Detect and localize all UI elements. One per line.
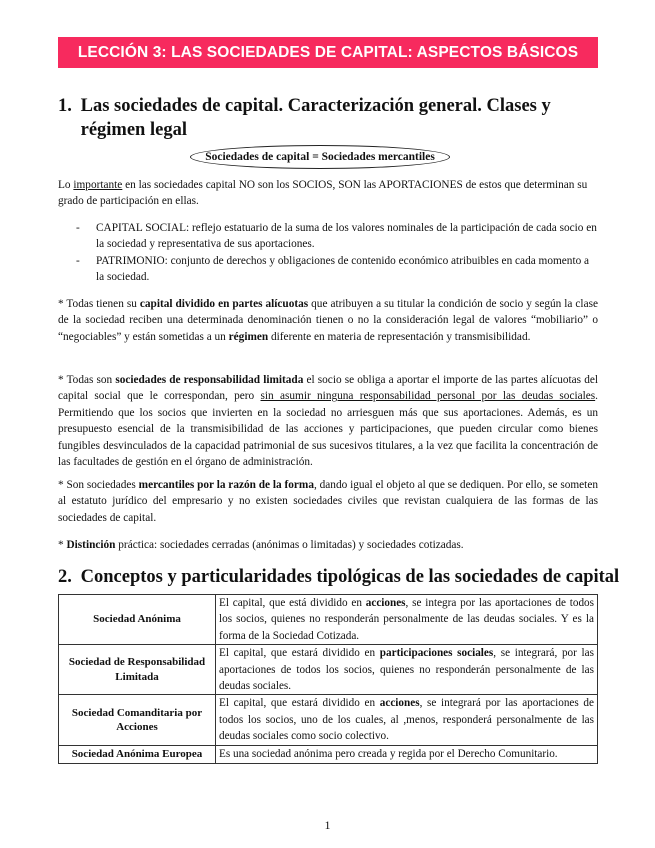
table-value-cell: El capital, que está dividido en acciones, se integra por las aportaciones de todos los socios, quienes no responderán personalmente de las deudas sociales. Y es la forma de la Sociedad Cotizada. — [216, 595, 598, 645]
section-1-title: Las sociedades de capital. Caracterización general. Clases y régimen legal — [80, 96, 551, 140]
table-value-cell: El capital, que estará dividido en participaciones sociales, se integrará, por las aportaciones de todos los socios, quienes no responderán personalmente de las deudas sociales. — [216, 645, 598, 695]
table-key-cell: Sociedad Anónima — [59, 595, 216, 645]
intro-paragraph: Lo importante en las sociedades capital NO son los SOCIOS, SON las APORTACIONES de estos que determinan su grado de participación en ellas. — [58, 179, 588, 208]
underlined-word: importante — [73, 179, 123, 191]
table-row — [59, 595, 598, 645]
table-row — [59, 745, 598, 763]
section-1-heading — [58, 94, 603, 142]
section-2-heading — [58, 565, 619, 589]
section-2-number: 2. — [58, 567, 72, 587]
table-row — [59, 645, 598, 695]
paragraph-responsabilidad-limitada: * Todas son sociedades de responsabilidad limitada el socio se obliga a aportar el importe de las partes alícuotas del capital social que le correspondan, pero sin asumir ninguna responsabilidad personal por las deudas sociales. Permitiendo que los socios que invierten en la sociedad no arriesguen más que sus aportaciones. Además, es un presupuesto esencial de la transmisibilidad de las acciones y participaciones, que pueden circular como bienes fungibles desvinculados de la capacidad patrimonial de sus sucesivos titulares, a la vez que facilita la concentración de las facultades de gestión en el órgano de administración. — [58, 374, 598, 469]
company-types-table — [58, 594, 598, 764]
lesson-title-banner: LECCIÓN 3: LAS SOCIEDADES DE CAPITAL: ASPECTOS BÁSICOS — [58, 37, 598, 68]
paragraph-mercantiles: * Son sociedades mercantiles por la razón de la forma, dando igual el objeto al que se dediquen. Por ello, se someten al estatuto jurídico del empresario y no existen sociedades civiles que revistan cualquiera de las formas de las sociedades de capital. — [58, 479, 598, 524]
table-row — [59, 695, 598, 745]
table-value-cell: El capital, que estará dividido en acciones, se integrará por las aportaciones de todos los socios, uno de los cuales, al ,menos, responderá personalmente de las deudas sociales como socio colectivo. — [216, 695, 598, 745]
equation-oval: Sociedades de capital = Sociedades mercantiles — [190, 145, 450, 169]
paragraph-distincion: * Distinción práctica: sociedades cerradas (anónimas o limitadas) y sociedades cotizadas. — [58, 539, 464, 551]
table-key-cell: Sociedad Anónima Europea — [59, 745, 216, 763]
bullet-capital-social: - CAPITAL SOCIAL: reflejo estatuario de la suma de los valores nominales de la participación de cada socio en la sociedad y representativa de sus aportaciones. — [76, 222, 597, 251]
section-1-number: 1. — [58, 96, 72, 116]
table-key-cell: Sociedad de Responsabilidad Limitada — [59, 645, 216, 695]
table-value-cell: Es una sociedad anónima pero creada y regida por el Derecho Comunitario. — [216, 745, 598, 763]
paragraph-capital-dividido: * Todas tienen su capital dividido en partes alícuotas que atribuyen a su titular la condición de socio y según la clase de la sociedad reciben una determinada denominación tienen o no la consideración legal de valores “mobiliario” o “negociables” y están sometidas a un régimen diferente en materia de representación y transmisibilidad. — [58, 298, 599, 343]
page-number: 1 — [324, 818, 331, 832]
table-key-cell: Sociedad Comanditaria por Acciones — [59, 695, 216, 745]
section-2-title: Conceptos y particularidades tipológicas de las sociedades de capital — [80, 567, 620, 587]
bullet-patrimonio: - PATRIMONIO: conjunto de derechos y obligaciones de contenido económico atribuibles en cada momento a la sociedad. — [76, 255, 590, 284]
